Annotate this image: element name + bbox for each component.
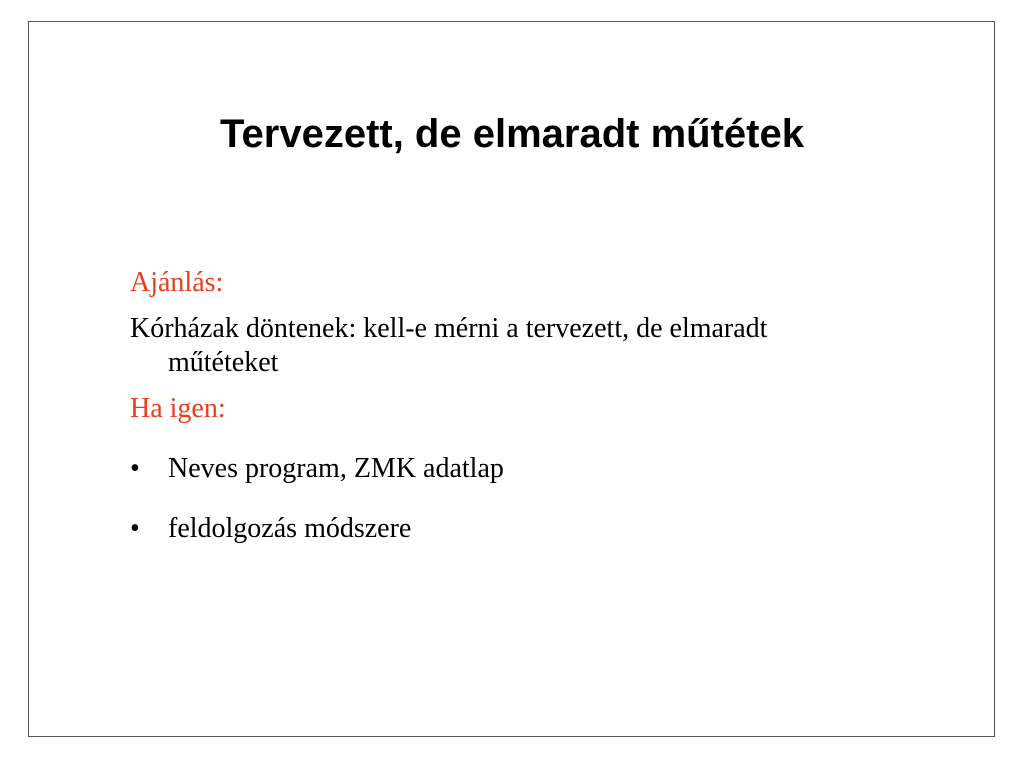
bullet-item-method — [130, 512, 870, 546]
bullet-text: Neves program, ZMK adatlap — [168, 453, 504, 484]
bullet-marker: • — [130, 513, 140, 544]
recommendation-heading: Ajánlás: — [130, 267, 224, 298]
bullet-text: feldolgozás módszere — [168, 513, 412, 544]
bullet-item-program — [130, 452, 870, 486]
recommendation-text: Kórházak döntenek: kell-e mérni a tervezett, de elmaradt műtéteket — [130, 313, 768, 378]
slide-body — [130, 266, 870, 572]
slide-title: Tervezett, de elmaradt műtétek — [220, 112, 804, 156]
bullet-marker: • — [130, 453, 140, 484]
if-yes-heading: Ha igen: — [130, 393, 226, 424]
